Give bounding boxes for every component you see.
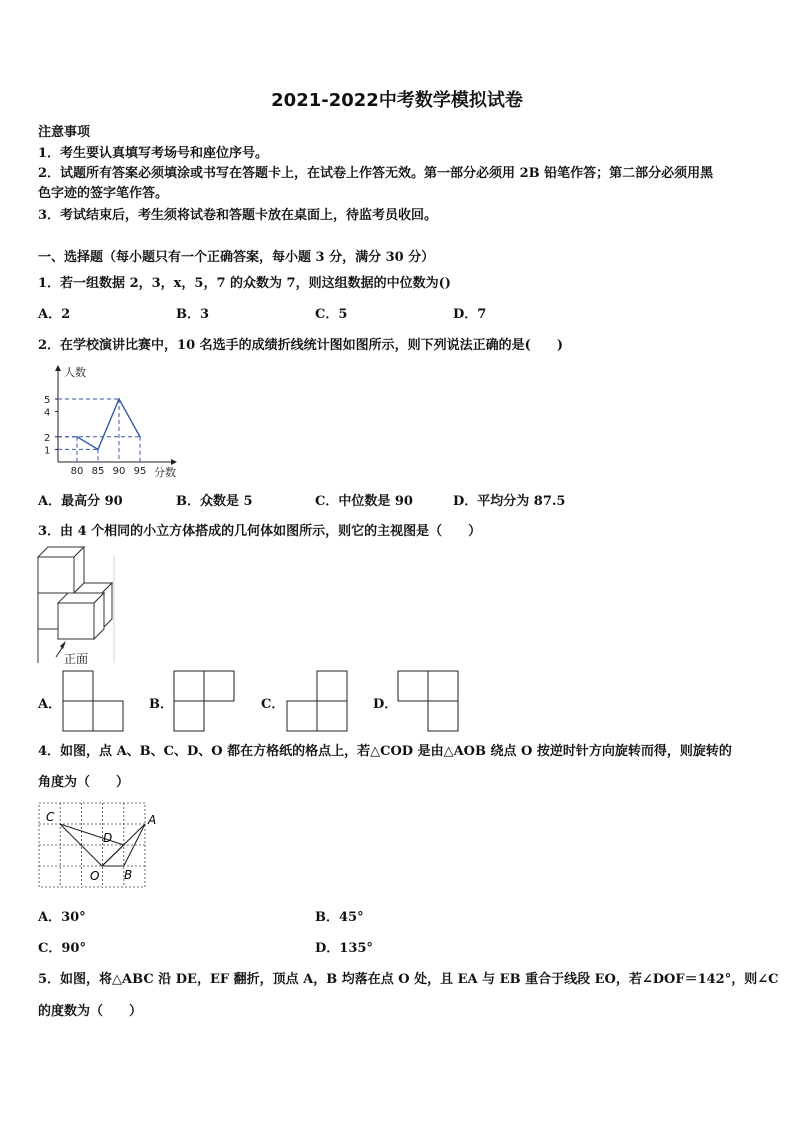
x-tick-label: 80	[70, 466, 84, 477]
question-3-stem: 3．由 4 个相同的小立方体搭成的几何体如图所示，则它的主视图是（ ）	[38, 524, 482, 539]
q1-option-a: A．2	[38, 307, 71, 322]
x-axis-label: 分数	[154, 466, 176, 479]
point-o-label: O	[90, 869, 100, 883]
q3-option-d: D．	[373, 697, 398, 712]
y-tick-label: 1	[44, 445, 51, 457]
q4-option-b: B．45°	[315, 910, 364, 925]
y-tick-label: 4	[44, 407, 51, 419]
point-c-label: C	[46, 810, 55, 824]
y-axis-label: 人数	[64, 366, 86, 379]
q3-option-d-view	[397, 670, 459, 732]
q2-option-b: B．众数是 5	[176, 494, 253, 509]
q4-option-a: A．30°	[38, 910, 86, 925]
page-title: 2021-2022中考数学模拟试卷	[271, 90, 523, 111]
rotation-grid-figure	[36, 800, 166, 890]
question-4-stem-line-1: 4．如图，点 A、B、C、D、O 都在方格纸的格点上，若△COD 是由△AOB 绕点 O 按逆时针方向旋转而得，则旋转的	[38, 744, 732, 759]
q2-option-a: A．最高分 90	[38, 494, 123, 509]
q3-option-b: B．	[149, 697, 173, 712]
score-line-chart	[38, 362, 198, 482]
x-tick-label: 85	[91, 466, 105, 477]
q1-option-c: C．5	[315, 307, 348, 322]
x-tick-label: 90	[112, 466, 126, 477]
front-label: 正面	[64, 652, 89, 666]
y-tick-label: 5	[44, 395, 51, 406]
series-line	[77, 399, 140, 449]
notice-item-2-line-2: 色字迹的签字笔作答。	[38, 186, 169, 201]
q1-option-b: B．3	[176, 307, 210, 322]
y-tick-label: 2	[44, 432, 51, 444]
point-a-label: A	[148, 813, 157, 827]
x-tick-label: 95	[133, 466, 147, 477]
q2-option-c: C．中位数是 90	[315, 494, 413, 509]
question-2-stem: 2．在学校演讲比赛中，10 名选手的成绩折线统计图如图所示，则下列说法正确的是( )	[38, 338, 563, 353]
cube-solid-figure	[36, 545, 120, 667]
point-d-label: D	[103, 831, 113, 845]
q3-option-b-view	[173, 670, 235, 732]
q3-option-a: A．	[38, 697, 62, 712]
q3-option-c: C．	[261, 697, 285, 712]
question-4-stem-line-2: 角度为（ ）	[38, 775, 130, 790]
notice-item-3: 3．考试结束后，考生须将试卷和答题卡放在桌面上，待监考员收回。	[38, 208, 438, 223]
q3-option-a-view	[62, 670, 124, 732]
q4-option-c: C．90°	[38, 941, 86, 956]
q4-option-d: D．135°	[315, 941, 373, 956]
section-heading: 一、选择题（每小题只有一个正确答案，每小题 3 分，满分 30 分）	[38, 250, 435, 265]
question-5-stem-line-1: 5．如图，将△ABC 沿 DE，EF 翻折，顶点 A，B 均落在点 O 处，且 EA 与 EB 重合于线段 EO，若∠DOF＝142°，则∠C	[38, 972, 779, 987]
point-b-label: B	[124, 868, 133, 882]
notice-heading: 注意事项	[38, 125, 91, 140]
q1-option-d: D．7	[453, 307, 487, 322]
question-1-stem: 1．若一组数据 2，3，x，5，7 的众数为 7，则这组数据的中位数为()	[38, 276, 451, 291]
q2-option-d: D．平均分为 87.5	[453, 494, 566, 509]
notice-item-2-line-1: 2．试题所有答案必须填涂或书写在答题卡上，在试卷上作答无效。第一部分必须用 2B 铅笔作答；第二部分必须用黑	[38, 166, 714, 181]
notice-item-1: 1．考生要认真填写考场号和座位序号。	[38, 146, 269, 161]
question-5-stem-line-2: 的度数为（ ）	[38, 1004, 143, 1019]
q3-option-c-view	[286, 670, 348, 732]
